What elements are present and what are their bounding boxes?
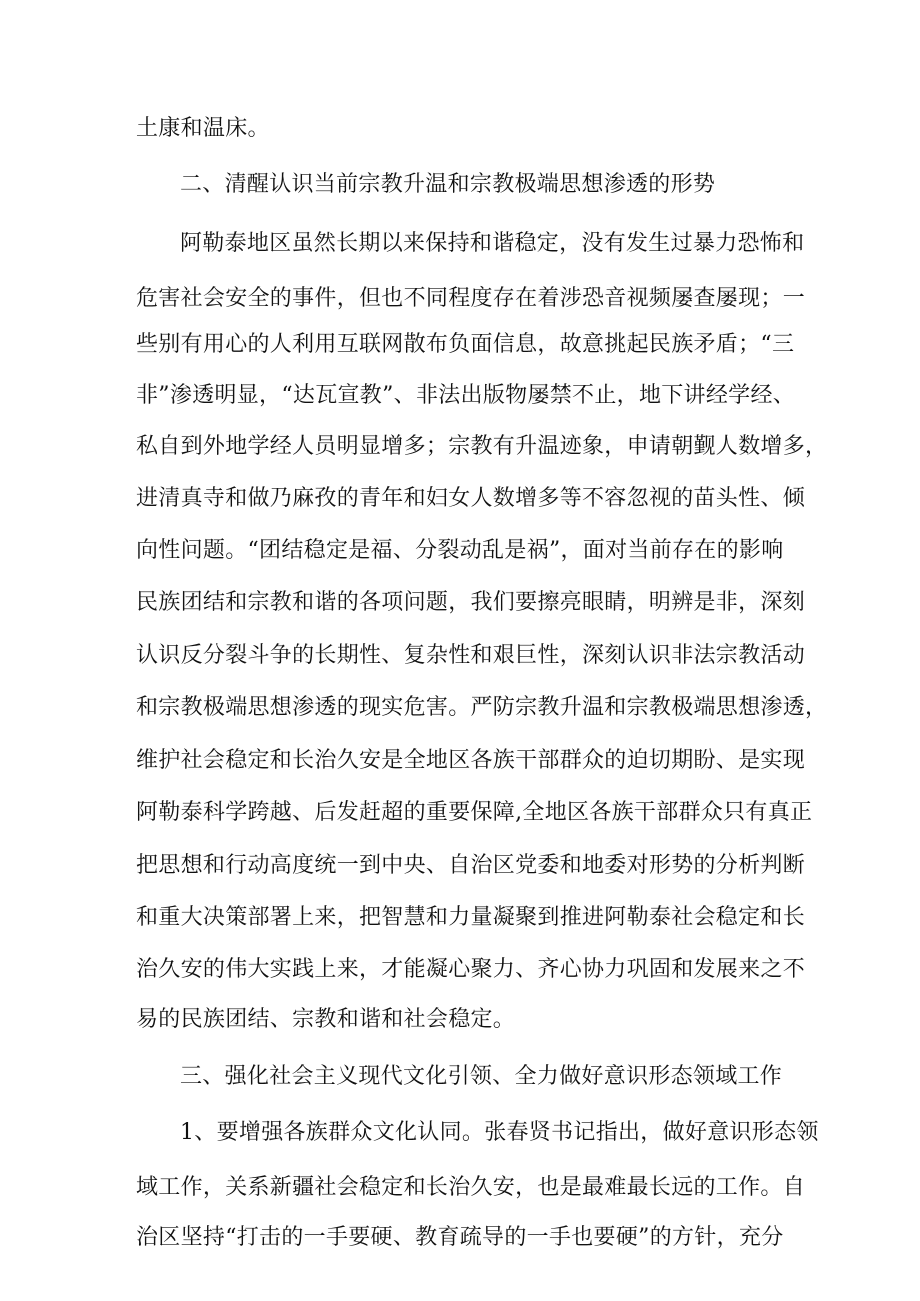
- paragraph-line: 域工作，关系新疆社会稳定和长治久安，也是最难最长远的工作。自: [136, 1175, 806, 1200]
- paragraph-line: 和重大决策部署上来，把智慧和力量凝聚到推进阿勒泰社会稳定和长: [136, 905, 806, 930]
- paragraph-line: 把思想和行动高度统一到中央、自治区党委和地委对形势的分析判断: [136, 853, 806, 878]
- paragraph-line: 私自到外地学经人员明显增多；宗教有升温迹象，申请朝觐人数增多，: [136, 434, 828, 459]
- paragraph-line: 认识反分裂斗争的长期性、复杂性和艰巨性，深刻认识非法宗教活动: [136, 643, 806, 668]
- paragraph-line: 1、要增强各族群众文化认同。张春贤书记指出，做好意识形态领: [180, 1120, 819, 1145]
- paragraph-line: 进清真寺和做乃麻孜的青年和妇女人数增多等不容忽视的苗头性、倾: [136, 486, 806, 511]
- paragraph-line: 非”渗透明显，“达瓦宣教”、非法出版物屡禁不止，地下讲经学经、: [136, 383, 796, 408]
- paragraph-continuation-line: 土康和温床。: [136, 116, 270, 141]
- paragraph-line: 维护社会稳定和长治久安是全地区各族干部群众的迫切期盼、是实现: [136, 748, 806, 773]
- paragraph-line: 危害社会安全的事件，但也不同程度存在着涉恐音视频屡查屡现；一: [136, 286, 806, 311]
- paragraph-line: 阿勒泰科学跨越、后发赶超的重要保障,全地区各族干部群众只有真正: [136, 800, 813, 825]
- section-heading-2: 二、清醒认识当前宗教升温和宗教极端思想渗透的形势: [180, 172, 716, 197]
- paragraph-line: 易的民族团结、宗教和谐和社会稳定。: [136, 1007, 516, 1032]
- paragraph-line: 治久安的伟大实践上来，才能凝心聚力、齐心协力巩固和发展来之不: [136, 957, 806, 982]
- paragraph-line: 和宗教极端思想渗透的现实危害。严防宗教升温和宗教极端思想渗透，: [136, 695, 828, 720]
- paragraph-line: 阿勒泰地区虽然长期以来保持和谐稳定，没有发生过暴力恐怖和: [180, 231, 805, 256]
- paragraph-line: 向性问题。“团结稳定是福、分裂动乱是祸”，面对当前存在的影响: [136, 538, 784, 563]
- paragraph-line: 民族团结和宗教和谐的各项问题，我们要擦亮眼睛，明辨是非，深刻: [136, 590, 806, 615]
- paragraph-line: 治区坚持“打击的一手要硬、教育疏导的一手也要硬”的方针，充分: [136, 1225, 784, 1250]
- paragraph-line: 些别有用心的人利用互联网散布负面信息，故意挑起民族矛盾；“三: [136, 332, 795, 357]
- section-heading-3: 三、强化社会主义现代文化引领、全力做好意识形态领域工作: [180, 1064, 783, 1089]
